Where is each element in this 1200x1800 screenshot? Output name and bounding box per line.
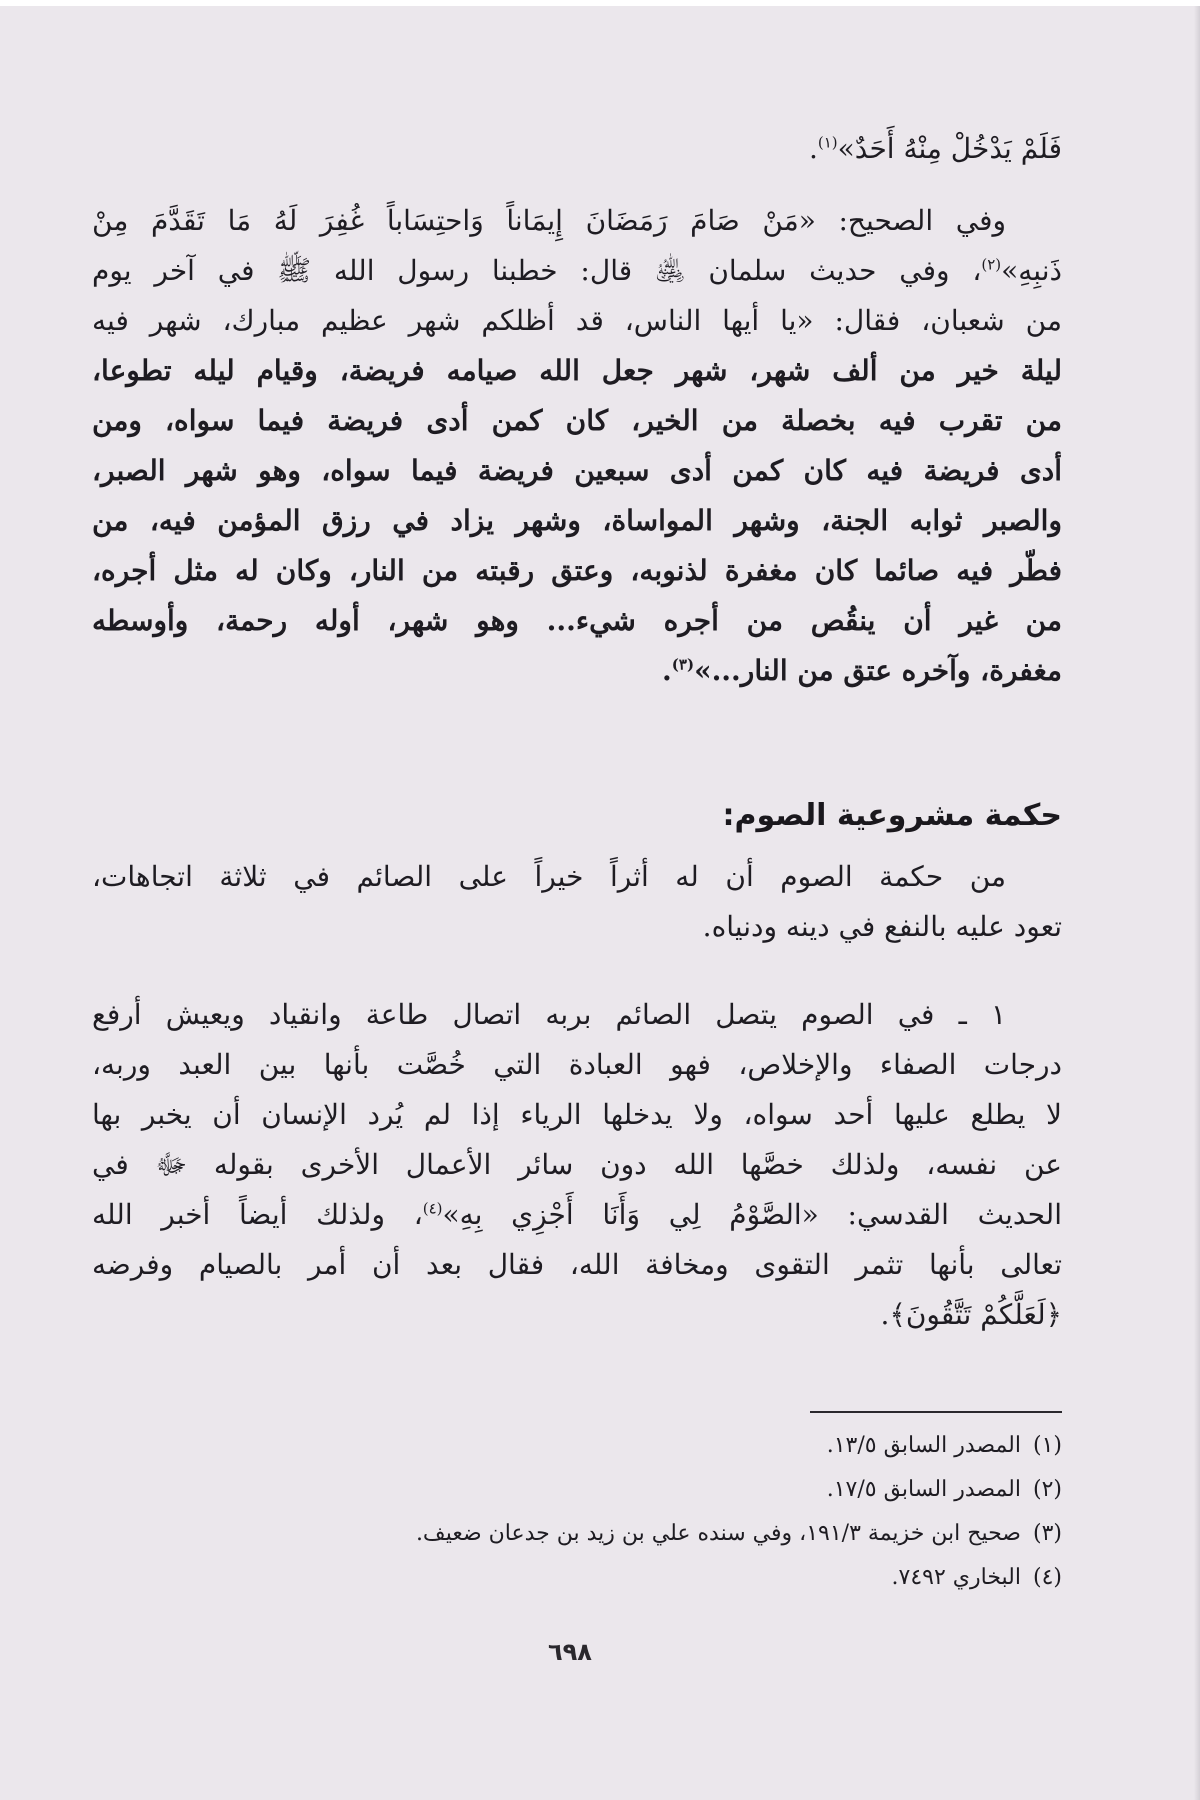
- line-text: مغفرة، وآخره عتق من النار...»: [694, 654, 1062, 687]
- body-section-hadith: [92, 124, 1062, 696]
- text-line: ١ ـ في الصوم يتصل الصائم بربه اتصال طاعة وانقياد ويعيش أرفع: [92, 998, 1006, 1031]
- footnote-text: المصدر السابق ١٧/٥.: [826, 1477, 1021, 1502]
- footnotes: [416, 1424, 1062, 1600]
- text-line: فطّر فيه صائما كان مغفرة لذنوبه، وعتق رقبته من النار، وكان له مثل أجره،: [92, 554, 1062, 587]
- line-tail: .: [808, 132, 818, 165]
- footnote-ref[interactable]: (٤): [422, 1199, 443, 1218]
- line-text: الحديث القدسي: «الصَّوْمُ لِي وَأَنَا أَجْزِي بِهِ»: [442, 1198, 1062, 1231]
- footnote-text: المصدر السابق ١٣/٥.: [826, 1433, 1021, 1458]
- footnote-ref[interactable]: (٣): [671, 655, 695, 674]
- footnote-item: [416, 1468, 1062, 1512]
- text-line: من غير أن ينقُص من أجره شيء... وهو شهر، أوله رحمة، وأوسطه: [92, 604, 1062, 637]
- text-line: [92, 246, 1062, 296]
- text-line: من شعبان، فقال: «يا أيها الناس، قد أظلكم شهر عظيم مبارك، شهر فيه: [92, 304, 1062, 337]
- text-line: تعالى بأنها تثمر التقوى ومخافة الله، فقال بعد أن أمر بالصيام وفرضه: [92, 1248, 1062, 1281]
- footnote-item: [416, 1512, 1062, 1556]
- footnote-text: صحيح ابن خزيمة ١٩١/٣، وفي سنده علي بن زيد بن جدعان ضعيف.: [415, 1521, 1021, 1546]
- footnote-number: (١): [1032, 1433, 1062, 1458]
- body-section-point-1: [92, 990, 1062, 1340]
- footnote-number: (٢): [1032, 1477, 1062, 1502]
- line-tail: .: [662, 654, 672, 687]
- footnote-item: [416, 1556, 1062, 1600]
- text-line: [92, 124, 1062, 174]
- text-line: لا يطلع عليها أحد سواه، ولا يدخلها الرياء إذا لم يُرد الإنسان أن يخبر بها: [92, 1098, 1062, 1131]
- line-tail: ، وفي حديث سلمان ﵁ قال: خطبنا رسول الله ﷺ في آخر يوم: [92, 254, 982, 287]
- line-tail: ، ولذلك أيضاً أخبر الله: [92, 1198, 423, 1231]
- footnote-number: (٤): [1032, 1565, 1062, 1590]
- footnote-separator: [810, 1411, 1062, 1413]
- text-line: من حكمة الصوم أن له أثراً خيراً على الصائم في ثلاثة اتجاهات،: [92, 860, 1007, 893]
- section-heading: حكمة مشروعية الصوم:: [722, 798, 1062, 833]
- text-line: [92, 1190, 1062, 1240]
- text-line: أدى فريضة فيه كان كمن أدى سبعين فريضة فيما سواه، وهو شهر الصبر،: [92, 454, 1062, 487]
- footnote-ref[interactable]: (١): [817, 133, 838, 152]
- text-line: تعود عليه بالنفع في دينه ودنياه.: [702, 910, 1062, 943]
- text-line: [92, 646, 1062, 696]
- page-edge-shadow: [1194, 6, 1200, 1800]
- footnote-item: [416, 1424, 1062, 1468]
- book-page: [0, 6, 1200, 1800]
- text-line: وفي الصحيح: «مَنْ صَامَ رَمَضَانَ إِيمَاناً وَاحتِسَاباً غُفِرَ لَهُ مَا تَقَدَّمَ مِنْ: [92, 204, 1006, 237]
- line-text: ذَنبِهِ»: [1001, 254, 1062, 287]
- text-line: والصبر ثوابه الجنة، وشهر المواساة، وشهر يزاد في رزق المؤمن فيه، من: [92, 504, 1062, 537]
- line-text: فَلَمْ يَدْخُلْ مِنْهُ أَحَدٌ»: [837, 132, 1062, 165]
- footnote-number: (٣): [1032, 1521, 1062, 1546]
- text-line: عن نفسه، ولذلك خصَّها الله دون سائر الأعمال الأخرى بقوله ﷻ في: [92, 1148, 1062, 1181]
- footnote-text: البخاري ٧٤٩٢.: [891, 1565, 1021, 1590]
- text-line: درجات الصفاء والإخلاص، فهو العبادة التي خُصَّت بأنها بين العبد وربه،: [92, 1048, 1062, 1081]
- text-line: ﴿لَعَلَّكُمْ تَتَّقُونَ﴾.: [880, 1298, 1062, 1331]
- text-line: ليلة خير من ألف شهر، شهر جعل الله صيامه فريضة، وقيام ليله تطوعا،: [92, 354, 1062, 387]
- body-section-intro: [92, 852, 1062, 952]
- page-number: ٦٩٨: [548, 1638, 592, 1666]
- text-line: من تقرب فيه بخصلة من الخير، كان كمن أدى فريضة فيما سواه، ومن: [92, 404, 1062, 437]
- footnote-ref[interactable]: (٢): [981, 255, 1002, 274]
